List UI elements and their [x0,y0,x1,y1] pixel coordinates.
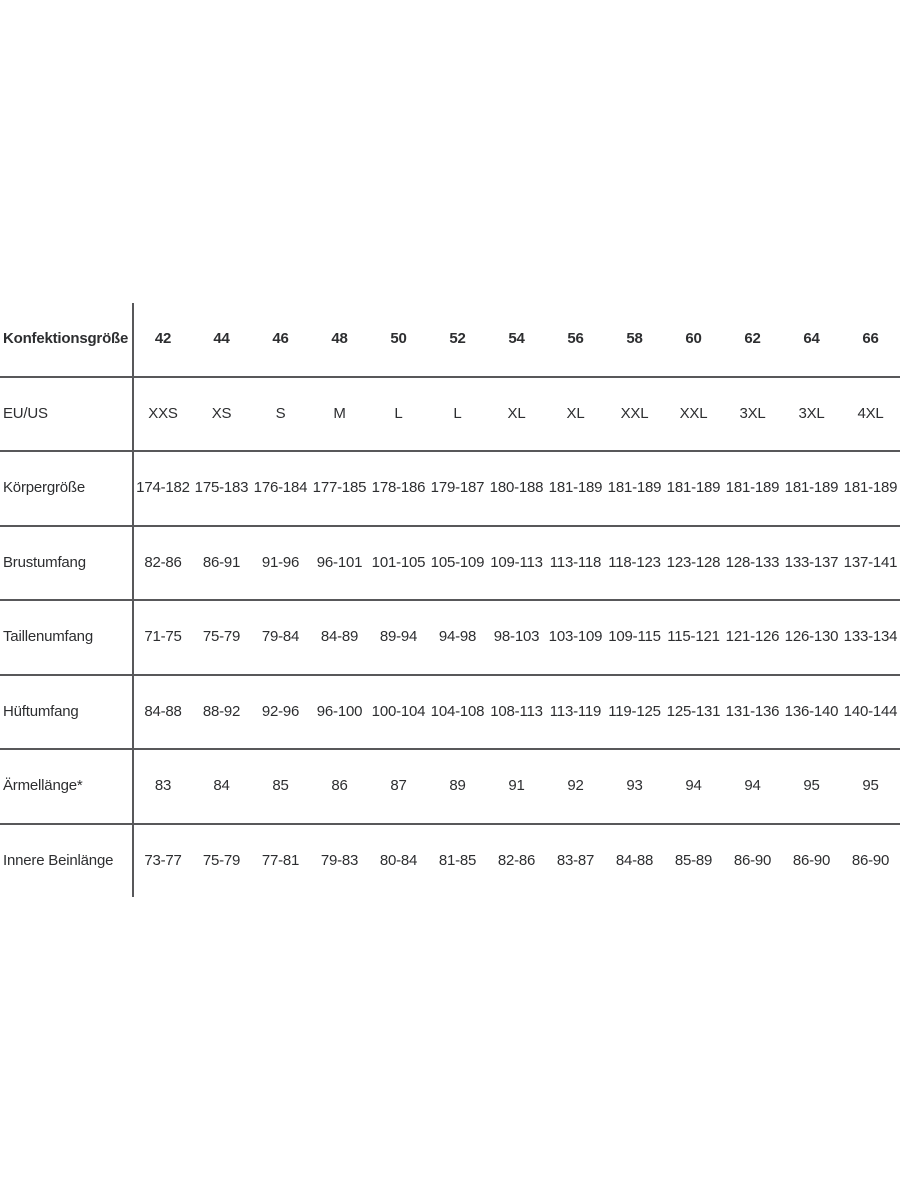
size-header-cell: 64 [803,330,820,348]
size-value-cell: 4XL [841,377,900,452]
row-label-cell: EU/US [0,377,133,452]
size-value-cell: 83-87 [546,824,605,898]
header-label-cell: Konfektionsgröße [0,303,133,377]
size-value-cell: 180-188 [487,451,546,526]
row-label-cell: Hüftumfang [0,675,133,750]
size-value-cell: 77-81 [251,824,310,898]
size-value-cell: 136-140 [782,675,841,750]
size-value-cell: 178-186 [369,451,428,526]
size-value-cell: XXL [605,377,664,452]
size-value-cell: 71-75 [133,600,192,675]
size-chart-header-row [0,303,900,377]
size-value-cell: XXL [664,377,723,452]
size-value-cell: M [310,377,369,452]
size-header-cell: 58 [626,330,643,348]
size-header-cell: 42 [154,330,172,348]
size-value-cell: 86-91 [192,526,251,601]
size-value-cell: 95 [841,749,900,824]
size-header-cell: 60 [685,330,702,348]
row-label-cell: Körpergröße [0,451,133,526]
size-value-cell: 94 [723,749,782,824]
size-value-cell: 174-182 [133,451,192,526]
measurement-row-taillenumfang [0,600,900,675]
size-value-cell: 96-101 [310,526,369,601]
size-value-cell: XS [192,377,251,452]
size-value-cell: 96-100 [310,675,369,750]
size-header-cell: 66 [862,330,879,348]
size-value-cell: 95 [782,749,841,824]
size-value-cell: 83 [133,749,192,824]
size-value-cell: 181-189 [546,451,605,526]
size-value-cell: 84-89 [310,600,369,675]
size-value-cell: 89 [428,749,487,824]
size-value-cell: 84 [192,749,251,824]
size-value-cell: 79-83 [310,824,369,898]
measurement-row-eu-us [0,377,900,452]
size-value-cell: 115-121 [664,600,723,675]
row-label-cell: Brustumfang [0,526,133,601]
measurement-row-brustumfang [0,526,900,601]
size-header-cell: 44 [213,330,230,348]
size-value-cell: 3XL [782,377,841,452]
size-header-cell: 54 [508,330,525,348]
size-value-cell: 140-144 [841,675,900,750]
size-header-cell: 52 [449,330,466,348]
size-header-cell: 62 [744,330,761,348]
size-value-cell: 85-89 [664,824,723,898]
size-value-cell: 73-77 [133,824,192,898]
size-value-cell: 75-79 [192,824,251,898]
size-value-cell: 87 [369,749,428,824]
size-value-cell: 181-189 [723,451,782,526]
row-label-cell: Innere Beinlänge [0,824,133,898]
size-value-cell: 113-118 [546,526,605,601]
size-value-cell: 181-189 [841,451,900,526]
size-value-cell: 118-123 [605,526,664,601]
size-value-cell: 86-90 [782,824,841,898]
size-value-cell: 181-189 [664,451,723,526]
size-value-cell: 103-109 [546,600,605,675]
size-value-cell: 126-130 [782,600,841,675]
size-value-cell: 119-125 [605,675,664,750]
size-value-cell: 128-133 [723,526,782,601]
size-value-cell: 85 [251,749,310,824]
size-value-cell: 104-108 [428,675,487,750]
size-value-cell: XL [546,377,605,452]
size-chart-table [0,303,900,897]
size-value-cell: 113-119 [546,675,605,750]
size-value-cell: 84-88 [605,824,664,898]
size-value-cell: 81-85 [428,824,487,898]
size-header-cell: 56 [567,330,584,348]
size-value-cell: 92-96 [251,675,310,750]
size-value-cell: 94 [664,749,723,824]
row-label-cell: Taillenumfang [0,600,133,675]
size-value-cell: 93 [605,749,664,824]
size-value-cell: 3XL [723,377,782,452]
size-value-cell: 175-183 [192,451,251,526]
size-value-cell: 91-96 [251,526,310,601]
size-value-cell: 91 [487,749,546,824]
size-value-cell: 79-84 [251,600,310,675]
size-value-cell: 86-90 [723,824,782,898]
size-value-cell: 181-189 [605,451,664,526]
size-value-cell: 94-98 [428,600,487,675]
size-value-cell: 100-104 [369,675,428,750]
measurement-row-innere-beinlaenge [0,824,900,898]
size-value-cell: S [251,377,310,452]
size-value-cell: 181-189 [782,451,841,526]
size-value-cell: 86-90 [841,824,900,898]
size-header-cell: 48 [331,330,348,348]
row-label-cell: Ärmellänge* [0,749,133,824]
size-chart [0,303,900,897]
size-value-cell: 105-109 [428,526,487,601]
measurement-row-aermellaenge [0,749,900,824]
size-value-cell: 177-185 [310,451,369,526]
size-value-cell: L [369,377,428,452]
size-value-cell: 179-187 [428,451,487,526]
size-value-cell: 121-126 [723,600,782,675]
size-value-cell: 131-136 [723,675,782,750]
size-value-cell: 84-88 [133,675,192,750]
size-value-cell: 82-86 [487,824,546,898]
size-value-cell: 133-134 [841,600,900,675]
size-value-cell: 82-86 [133,526,192,601]
size-value-cell: 123-128 [664,526,723,601]
measurement-row-koerpergroesse [0,451,900,526]
size-value-cell: 108-113 [487,675,546,750]
size-value-cell: 109-113 [487,526,546,601]
size-header-cell: 50 [390,330,407,348]
size-value-cell: 98-103 [487,600,546,675]
size-value-cell: 89-94 [369,600,428,675]
size-value-cell: 88-92 [192,675,251,750]
size-value-cell: 133-137 [782,526,841,601]
size-value-cell: XXS [133,377,192,452]
size-value-cell: 101-105 [369,526,428,601]
measurement-row-hueftumfang [0,675,900,750]
size-value-cell: 75-79 [192,600,251,675]
size-value-cell: 109-115 [605,600,664,675]
size-value-cell: 92 [546,749,605,824]
size-value-cell: 176-184 [251,451,310,526]
size-value-cell: L [428,377,487,452]
size-header-cell: 46 [272,330,289,348]
size-value-cell: 125-131 [664,675,723,750]
size-value-cell: 137-141 [841,526,900,601]
size-value-cell: XL [487,377,546,452]
size-value-cell: 86 [310,749,369,824]
size-value-cell: 80-84 [369,824,428,898]
